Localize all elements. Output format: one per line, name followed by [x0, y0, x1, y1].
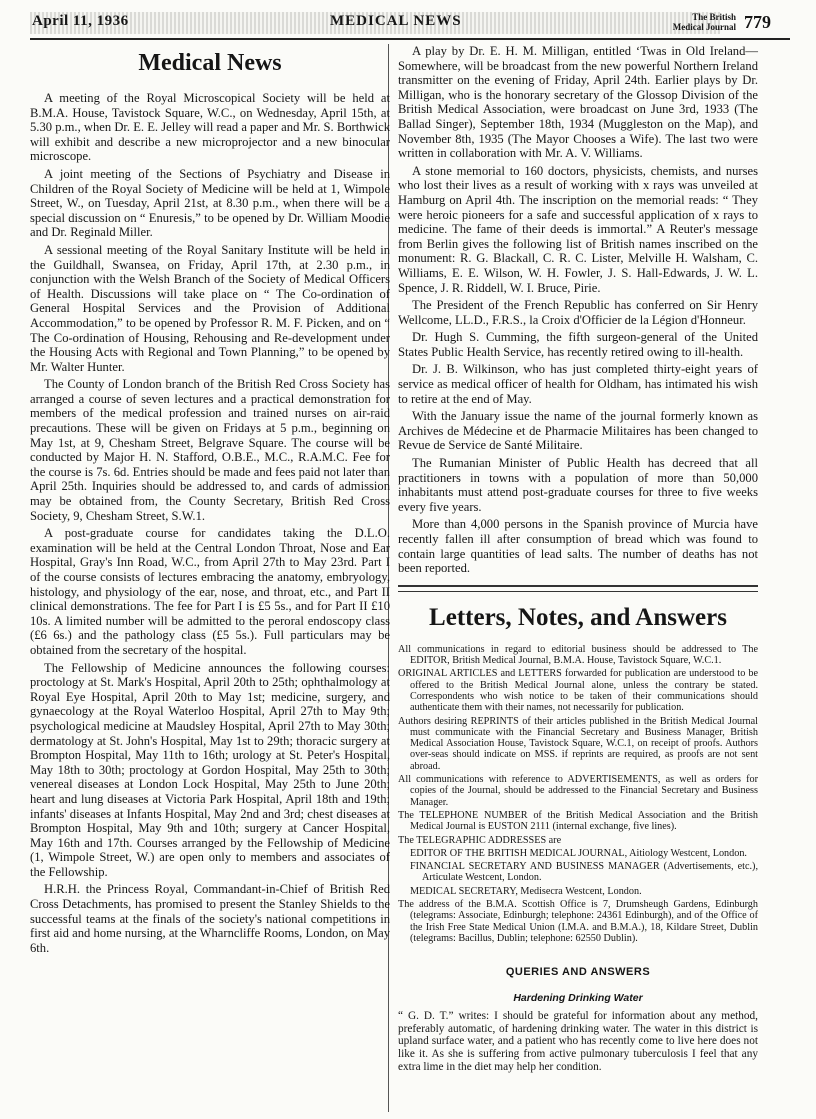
news-paragraph: A stone memorial to 160 doctors, physicists, chemists, and nurses who lost their lives as a result of working with x rays was unveiled at Hamburg on April 4th. The inscription on the memorial reads: “ They were heroic pioneers for a safe and successful application of x rays to medicine. The fame of their deeds is immortal.” A Reuter's message from Berlin gives the following list of British names inscribed on the monument: R. G. Blackall, C. R. C. Lister, Melville H. Walsham, C. Williams, E. E. Wilson, W. H. Fowler, J. S. Hall-Edwards, J. W. L. Spence, J. R. Riddell, W. I. Bruce, Pirie.: [398, 163, 758, 295]
header-journal-line1: The British: [692, 12, 736, 22]
telegraphic-address: EDITOR OF THE BRITISH MEDICAL JOURNAL, Aitiology Westcent, London.: [410, 847, 747, 859]
telegraphic-address: FINANCIAL SECRETARY AND BUSINESS MANAGER (Advertisements, etc.), Articulate Westcent, London.: [410, 861, 758, 884]
header-date: April 11, 1936: [32, 13, 129, 29]
news-paragraph: H.R.H. the Princess Royal, Commandant-in-Chief of British Red Cross Detachments, has promised to present the Stanley Shields to the successful teams at the finals of the society's national competitions in first aid and home nursing, at the Wharncliffe Rooms, London, on May 6th.: [30, 882, 390, 955]
news-paragraph: A meeting of the Royal Microscopical Society will be held at B.M.A. House, Tavistock Square, W.C., on Wednesday, April 15th, at 5.30 p.m., when Dr. E. E. Jelley will read a paper and Mr. S. Borthwick will exhibit and describe a new microprojector and a new binocular microscope.: [30, 91, 390, 164]
letters-item: ORIGINAL ARTICLES and LETTERS forwarded for publication are understood to be offered to the British Medical Journal alone, unless the contrary be stated. Correspondents who wish notice to be taken of their communications should authenticate them with their names, not necessarily for publication.: [398, 668, 758, 714]
news-paragraph: A post-graduate course for candidates taking the D.L.O. examination will be held at the Central London Throat, Nose and Ear Hospital, Gray's Inn Road, W.C., from April 27th to May 23rd. Part I of the course consists of lectures embracing the anatomy, embryology, histology, and physiology of the ear, nose, and throat, etc., and Part II clinical demonstrations. The fee for Part I is £5 5s., and for Part II £10 10s. A limited number will be admitted to the peroral endoscopy class (£6 6s.) and the pathology class (£5 5s.). Full particulars may be obtained from the secretary of the hospital.: [30, 526, 390, 657]
running-header: [30, 8, 790, 40]
queries-heading: QUERIES AND ANSWERS: [505, 966, 651, 979]
news-paragraph: Dr. J. B. Wilkinson, who has just completed thirty-eight years of service as medical officer of health for Oldham, has intimated his wish to retire at the end of May.: [398, 362, 758, 406]
news-paragraph: A play by Dr. E. H. M. Milligan, entitled ‘Twas in Old Ireland—Somewhere, will be broadcast from the new powerful Northern Ireland transmitter on the evening of Friday, April 24th. Earlier plays by Dr. Milligan, who is the honorary secretary of the Glossop Division of the British Medical Association, were broadcast on June 3rd, 1933 (The Ballad Singer), September 18th, 1934 (Muggleston on the Map), and November 8th, 1935 (The Mayor Chooses a Wife). The last two were written in collaboration with Mr. A. V. Williams.: [398, 44, 758, 161]
left-column: [30, 44, 390, 958]
letters-item: All communications in regard to editorial business should be addressed to The EDITOR, British Medical Journal, B.M.A. House, Tavistock Square, W.C.1.: [398, 643, 758, 667]
header-journal-line2: Medical Journal: [672, 22, 736, 32]
query-subheading: Hardening Drinking Water: [513, 992, 643, 1005]
medical-news-title: Medical News: [138, 50, 282, 76]
letters-item: The TELEGRAPHIC ADDRESSES are: [398, 834, 562, 846]
news-paragraph: The Rumanian Minister of Public Health has decreed that all practitioners in towns with a population of more than 50,000 inhabitants must attend post-graduate courses for three to five weeks every five years.: [398, 456, 758, 514]
news-paragraph: A sessional meeting of the Royal Sanitary Institute will be held in the Guildhall, Swansea, on Friday, April 17th, at 2.30 p.m., in conjunction with the Welsh Branch of the Society of Medical Officers of Health. Discussions will take place on “ The Co-ordination of General Hospital Services and the Provision of Additional Accommodation,” to be opened by Professor R. M. F. Picken, and on “ The Co-ordination of Housing, Rehousing and Re-development under the Housing Acts with Regional and Town Planning,” to be opened by Mr. Walter Hunter.: [30, 242, 390, 374]
news-paragraph: The County of London branch of the British Red Cross Society has arranged a course of seven lectures and a practical demonstration for members of the medical profession and trained nurses on air-raid precautions. These will be given on Fridays at 5 p.m., beginning on May 1st, at 9, Chesham Street, Belgrave Square. The course will be conducted by Major H. N. Stafford, O.B.E., M.C., R.A.M.C. Fee for the course is 7s. 6d. Entries should be made and fees paid not later than April 25th. Inquiries should be addressed to, and cards of admission may be obtained from, the County Secretary, British Red Cross Society, 9, Chesham Street, S.W.1.: [30, 377, 390, 523]
news-paragraph: More than 4,000 persons in the Spanish province of Murcia have recently fallen ill after consumption of bread which was found to contain large quantities of lead salts. The number of deaths has not been reported.: [398, 517, 758, 576]
section-rule: [398, 585, 758, 587]
news-paragraph: The President of the French Republic has conferred on Sir Henry Wellcome, LL.D., F.R.S., la Croix d'Officier de la Légion d'Honneur.: [398, 298, 758, 327]
section-rule-thin: [398, 591, 758, 592]
letters-title: Letters, Notes, and Answers: [429, 603, 727, 631]
telegraphic-address: MEDICAL SECRETARY, Medisecra Westcent, London.: [410, 885, 642, 897]
query-text: “ G. D. T.” writes: I should be grateful for information about any method, preferably automatic, of hardening drinking water. The water in this district is upland surface water, and a patient who has recently come to live here does not like it. As she is suffering from active pulmonary tuberculosis I feel that any extra lime in the diet may help her condition.: [398, 1010, 758, 1073]
news-paragraph: With the January issue the name of the journal formerly known as Archives de Médecine et de Pharmacie Militaires has been changed to Revue de Service de Santé Militaire.: [398, 409, 758, 453]
letters-item: The TELEPHONE NUMBER of the British Medical Association and the British Medical Journal is EUSTON 2111 (internal exchange, five lines).: [398, 809, 758, 833]
letters-item: All communications with reference to ADVERTISEMENTS, as well as orders for copies of the Journal, should be addressed to the Financial Secretary and Business Manager.: [398, 774, 758, 808]
letters-item: The address of the B.M.A. Scottish Office is 7, Drumsheugh Gardens, Edinburgh (telegrams: Associate, Edinburgh; telephone: 24361 Edinburgh), and of the Office of the Irish Free State Medical Union (I.M.A. and B.M.A.), 18, Kildare Street, Dublin (telegrams: Bacillus, Dublin; telephone: 62550 Dublin).: [398, 899, 758, 944]
letters-item: Authors desiring REPRINTS of their articles published in the British Medical Journal must communicate with the Financial Secretary and Business Manager, British Medical Association House, Tavistock Square, W.C.1, on receipt of proofs. Authors over-seas should indicate on MSS. if reprints are required, as proofs are not sent abroad.: [398, 715, 758, 772]
right-column: [398, 44, 758, 1073]
header-section-title: MEDICAL NEWS: [330, 13, 462, 29]
header-journal-name: [654, 12, 736, 32]
news-paragraph: A joint meeting of the Sections of Psychiatry and Disease in Children of the Royal Society of Medicine will be held at 1, Wimpole Street, W., on Tuesday, April 21st, at 8.30 p.m., when there will be a special discussion on “ Enuresis,” to be opened by Dr. William Moodie and Dr. Reginald Miller.: [30, 166, 390, 240]
news-paragraph: Dr. Hugh S. Cumming, the fifth surgeon-general of the United States Public Health Service, has recently retired owing to ill-health.: [398, 330, 758, 359]
news-paragraph: The Fellowship of Medicine announces the following courses: proctology at St. Mark's Hospital, April 20th to 25th; ophthalmology at Royal Eye Hospital, April 20th to May 1st; medicine, surgery, and gynaecology at the Royal Waterloo Hospital, April 27th to May 9th; psychological medicine at Maudsley Hospital, April 27th to May 30th; dermatology at St. John's Hospital, May 1st to 29th; thoracic surgery at Brompton Hospital, May 11th to 16th; urology at St. Peter's Hospital, May 18th to 30th; proctology at Gordon Hospital, May 25th to 30th; venereal diseases at London Lock Hospital, May 25th to June 20th; heart and lung diseases at Victoria Park Hospital, April 18th and 19th; infants' diseases at Infants Hospital, May 2nd and 3rd; chest diseases at Brompton Hospital, May 9th and 10th; surgery at Cancer Hospital, May 16th and 17th. Courses arranged by the Fellowship of Medicine (1, Wimpole Street, W.) are open only to members and associates of the Fellowship.: [30, 660, 390, 879]
page-number: 779: [744, 12, 771, 32]
